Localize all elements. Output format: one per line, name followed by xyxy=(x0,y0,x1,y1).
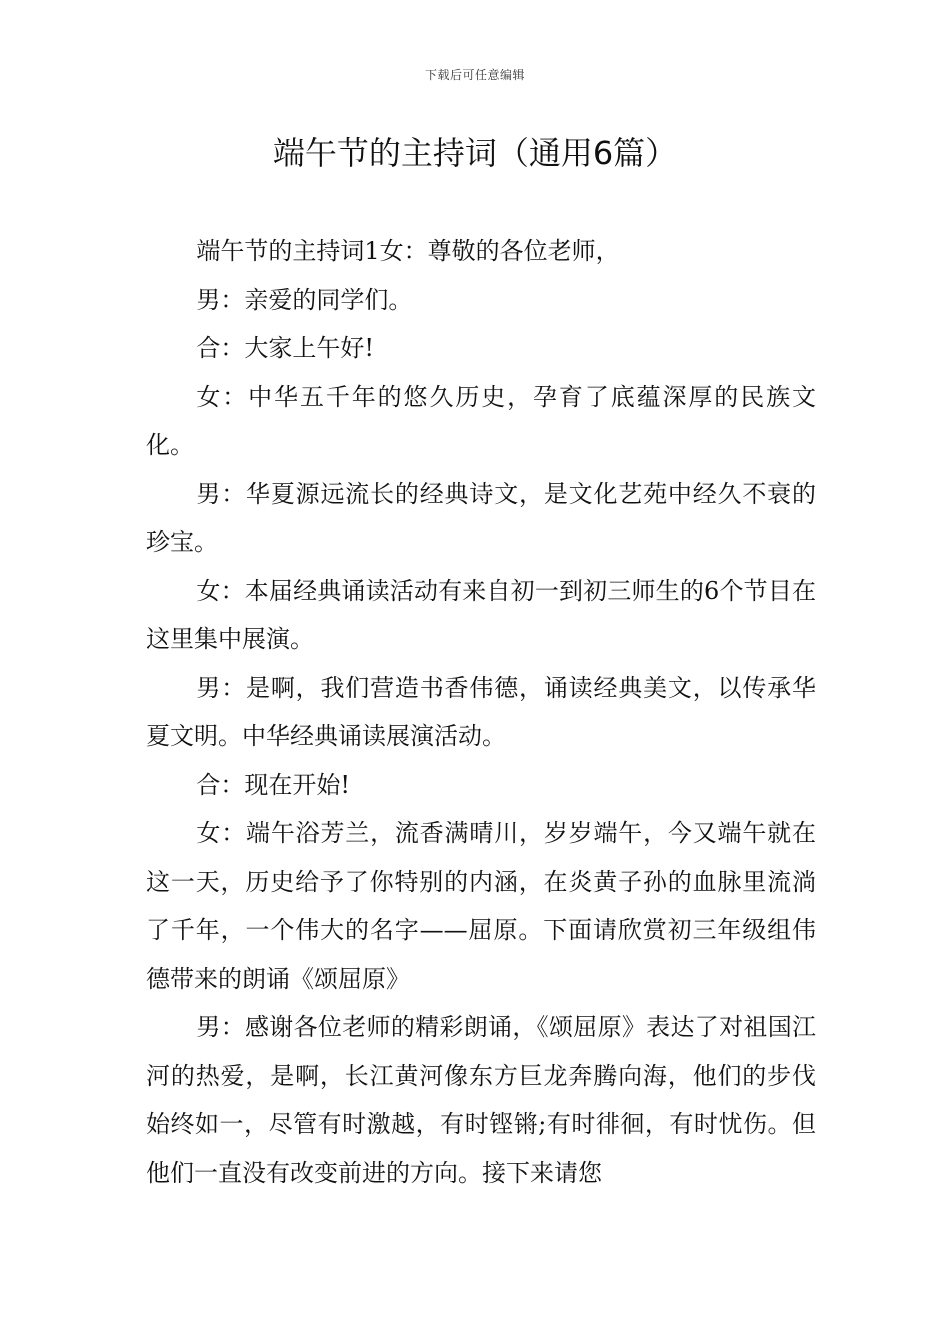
paragraph-2: 男：亲爱的同学们。 xyxy=(196,285,413,314)
header-note: 下载后可任意编辑 xyxy=(424,68,525,82)
paragraph-6: 女：本届经典诵读活动有来自初一到初三师生的6个节目在这里集中展演。 xyxy=(146,576,816,653)
paragraph-3: 合：大家上午好! xyxy=(196,334,375,362)
page-title: 端午节的主持词（通用6篇） xyxy=(272,134,678,172)
paragraph-10: 男：感谢各位老师的精彩朗诵，《颂屈原》表达了对祖国江河的热爱，是啊，长江黄河像东方巨龙奔腾向海，他们的步伐始终如一，尽管有时激越，有时铿锵;有时徘徊，有时忧伤。但他们一直没有改变前进的方向。接下来请您 xyxy=(146,1013,816,1187)
paragraph-4: 女：中华五千年的悠久历史，孕育了底蕴深厚的民族文化。 xyxy=(146,382,816,459)
paragraph-7: 男：是啊，我们营造书香伟德，诵读经典美文，以传承华夏文明。中华经典诵读展演活动。 xyxy=(146,673,816,750)
paragraph-9: 女：端午浴芳兰，流香满晴川，岁岁端午，今又端午就在这一天，历史给予了你特别的内涵，在炎黄子孙的血脉里流淌了千年，一个伟大的名字——屈原。下面请欣赏初三年级组伟德带来的朗诵《颂屈原》 xyxy=(146,819,816,993)
document-body xyxy=(146,227,816,1197)
paragraph-5: 男：华夏源远流长的经典诗文，是文化艺苑中经久不衰的珍宝。 xyxy=(146,479,816,556)
paragraph-1: 端午节的主持词1女：尊敬的各位老师， xyxy=(196,237,620,265)
paragraph-8: 合：现在开始! xyxy=(196,770,351,799)
